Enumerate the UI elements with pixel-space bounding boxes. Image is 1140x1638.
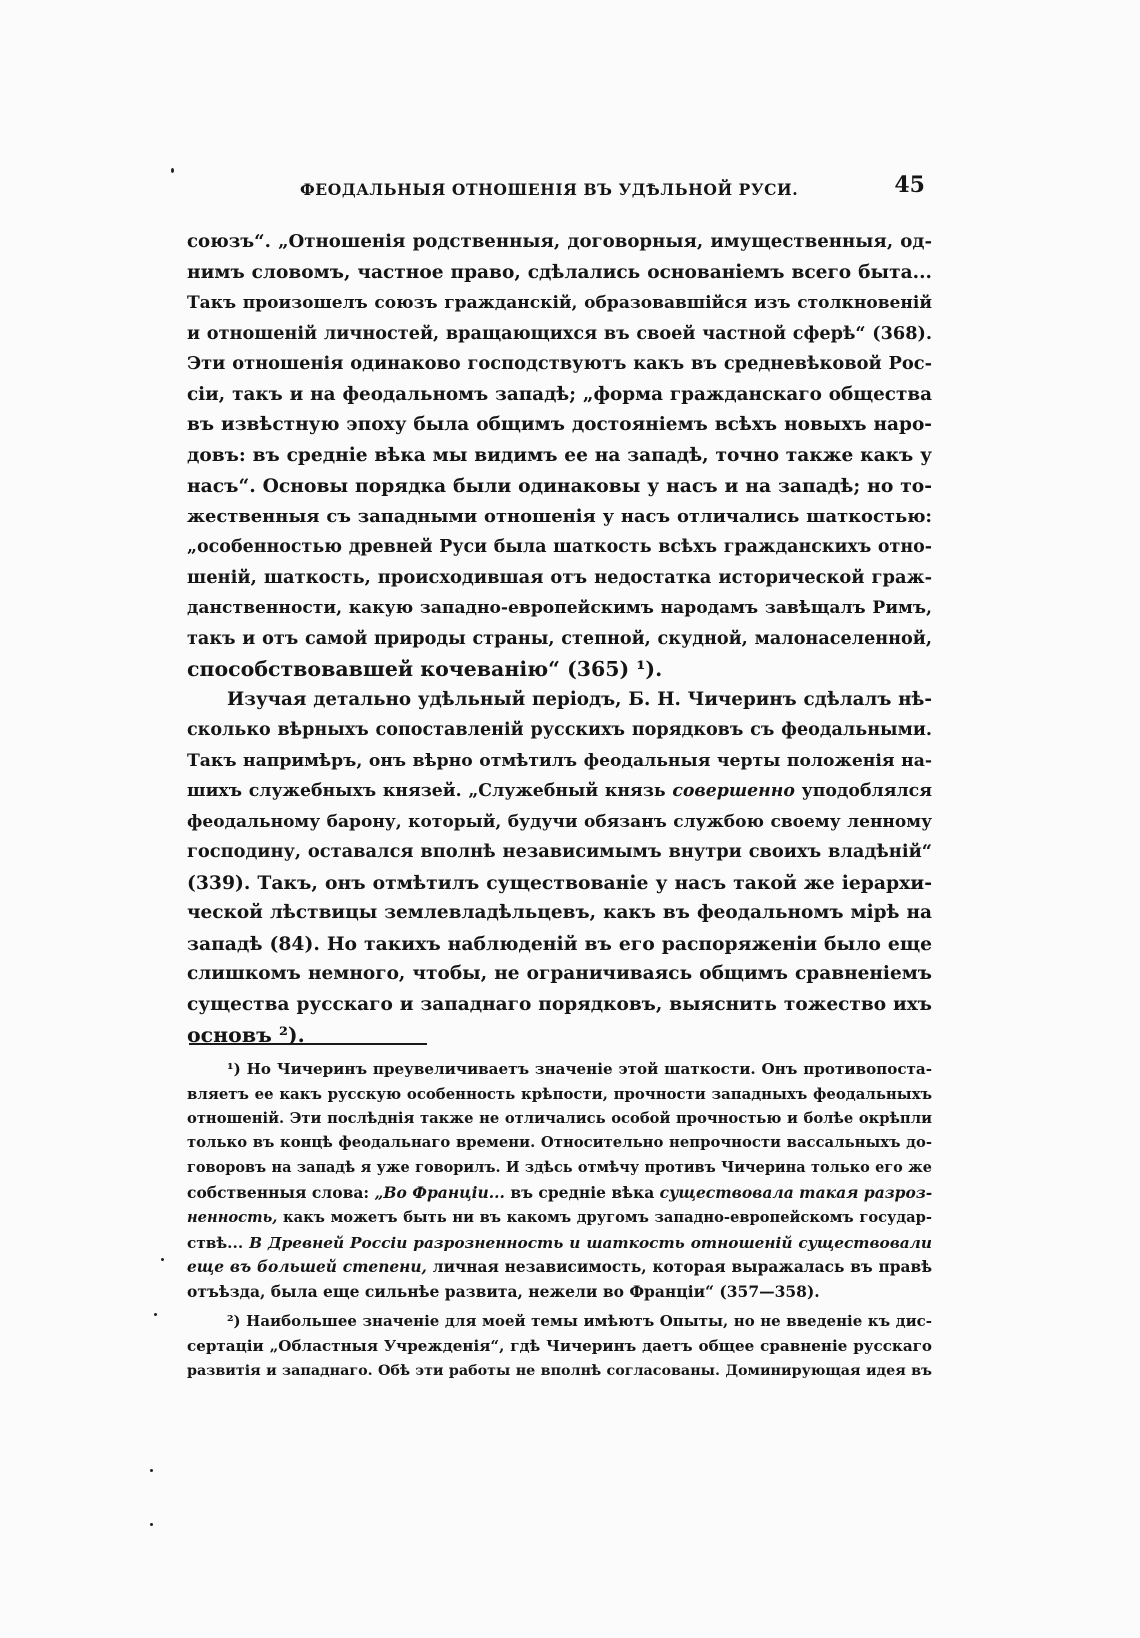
emphasis: „Во Франціи... [374,1182,505,1202]
page-number: 45 [894,172,925,198]
page-header [300,172,925,202]
text-line: довъ: въ средніе вѣка мы видимъ ее на западѣ, точно также какъ у [187,444,932,466]
text-line: ческой лѣствицы землевладѣльцевъ, какъ въ феодальномъ мірѣ на [187,902,932,923]
footnote-line: сертаціи „Областныя Учрежденія“, гдѣ Чичеринъ даетъ общее сравненіе русскаго [187,1336,932,1355]
footnote-line: развитія и западнаго. Обѣ эти работы не вполнѣ согласованы. Доминирующая идея въ [187,1362,932,1379]
text-line: способствовавшей кочеванію“ (365) ¹). [187,657,663,681]
footnote-line: отношеній. Эти послѣднія также не отличались особой прочностью и болѣе окрѣпли [187,1109,932,1127]
text-line: существа русскаго и западнаго порядковъ, выяснить тожество ихъ [187,993,932,1015]
text-segment: уподоблялся [794,781,932,801]
margin-speck [150,1523,153,1526]
footnote-line [187,1206,932,1231]
margin-speck [154,1313,157,1316]
footnote-line: вляетъ ее какъ русскую особенность крѣпости, прочности западныхъ феодальныхъ [187,1084,932,1103]
text-line: „особенностью древней Руси была шаткость всѣхъ гражданскихъ отно- [187,537,932,557]
text-line: такъ и отъ самой природы страны, степной, скудной, малонаселенной, [187,627,932,649]
paragraph-1 [187,227,932,685]
footnote-1 [187,1057,932,1305]
text-line: западѣ (84). Но такихъ наблюденій въ его распоряженіи было еще [187,932,932,955]
text-line: нимъ словомъ, частное право, сдѣлались основаніемъ всего быта... [187,261,932,283]
emphasis: В Древней Россіи разрозненность и шаткость отношеній существовали [249,1233,933,1252]
footnote-line: ²) Наибольшее значеніе для моей темы имѣютъ Опыты, но не введеніе къ дис- [227,1311,932,1330]
text-line: Изучая детально удѣльный періодъ, Б. Н. Чичеринъ сдѣлалъ нѣ- [227,688,932,710]
footnote-line: отъѣзда, была еще сильнѣе развита, нежели во Франціи“ (357—358). [187,1282,820,1302]
text-segment: шихъ служебныхъ князей. „Служебный князь [187,781,673,801]
paragraph-2 [187,685,932,1051]
main-text [187,227,932,1051]
text-line: феодальному барону, который, будучи обязанъ службою своему ленному [187,811,932,832]
text-line: Эти отношенія одинаково господствуютъ какъ въ средневѣковой Рос- [187,353,932,374]
text-line: Такъ произошелъ союзъ гражданскій, образовавшійся изъ столкновеній [187,293,932,313]
emphasis: ненность, [187,1208,278,1226]
footnote-line: говоровъ на западѣ я уже говорилъ. И здѣсь отмѣчу противъ Чичерина только его же [187,1159,932,1177]
footnote-line [187,1255,932,1280]
footnote-line [187,1231,932,1256]
margin-speck [161,1258,164,1261]
text-line: сколько вѣрныхъ сопоставленій русскихъ порядковъ съ феодальными. [187,720,932,740]
text-line: въ извѣстную эпоху была общимъ достояніемъ всѣхъ новыхъ наро- [187,414,932,435]
emphasis: еще въ большей степени, [187,1258,427,1277]
emphasis: совершенно [672,781,795,801]
footnote-2 [187,1309,932,1383]
text-segment: какъ можетъ быть ни въ какомъ другомъ западно-европейскомъ государ- [277,1208,932,1226]
text-line: данственности, какую западно-европейскимъ народамъ завѣщалъ Римъ, [187,598,932,618]
text-line: (339). Такъ, онъ отмѣтилъ существованіе у насъ такой же іерархи- [187,871,932,894]
footnote-line [187,1181,932,1206]
footnote-line: ¹) Но Чичеринъ преувеличиваетъ значеніе этой шаткости. Онъ противопоста- [227,1060,932,1078]
text-line: господину, оставался вполнѣ независимымъ внутри своихъ владѣній“ [187,841,932,862]
running-head: ФЕОДАЛЬНЫЯ ОТНОШЕНІЯ ВЪ УДѢЛЬНОЙ РУСИ. [300,180,799,199]
text-line [187,776,932,807]
footnote-divider [189,1043,427,1045]
text-segment: въ средніе вѣка [504,1182,660,1202]
text-line: жественныя съ западными отношенія у насъ отличались шаткостью: [187,505,932,527]
footnotes [187,1057,932,1383]
margin-speck [150,1469,153,1472]
text-line: шеній, шаткость, происходившая отъ недостатка исторической граж- [187,566,932,588]
footnote-line: только въ концѣ феодальнаго времени. Относительно непрочности вассальныхъ до- [187,1134,932,1152]
text-line: основъ ²). [187,1023,305,1047]
text-segment: собственныя слова: [187,1182,375,1202]
text-segment: личная независимость, которая выражалась въ правѣ [426,1258,933,1277]
text-segment: ствѣ... [187,1233,250,1252]
emphasis: существовала такая разроз- [659,1182,933,1202]
text-line: Такъ напримѣръ, онъ вѣрно отмѣтилъ феодальныя черты положенія на- [187,750,932,771]
text-line: и отношеній личностей, вращающихся въ своей частной сферѣ“ (368). [187,322,932,344]
text-line: союзъ“. „Отношенія родственныя, договорныя, имущественныя, од- [187,231,932,252]
margin-speck [171,168,174,173]
text-line: сіи, такъ и на феодальномъ западѣ; „форма гражданскаго общества [187,383,932,405]
text-line: слишкомъ немного, чтобы, не ограничиваясь общимъ сравненіемъ [187,963,932,984]
text-line: насъ“. Основы порядка были одинаковы у насъ и на западѣ; но то- [187,475,932,497]
